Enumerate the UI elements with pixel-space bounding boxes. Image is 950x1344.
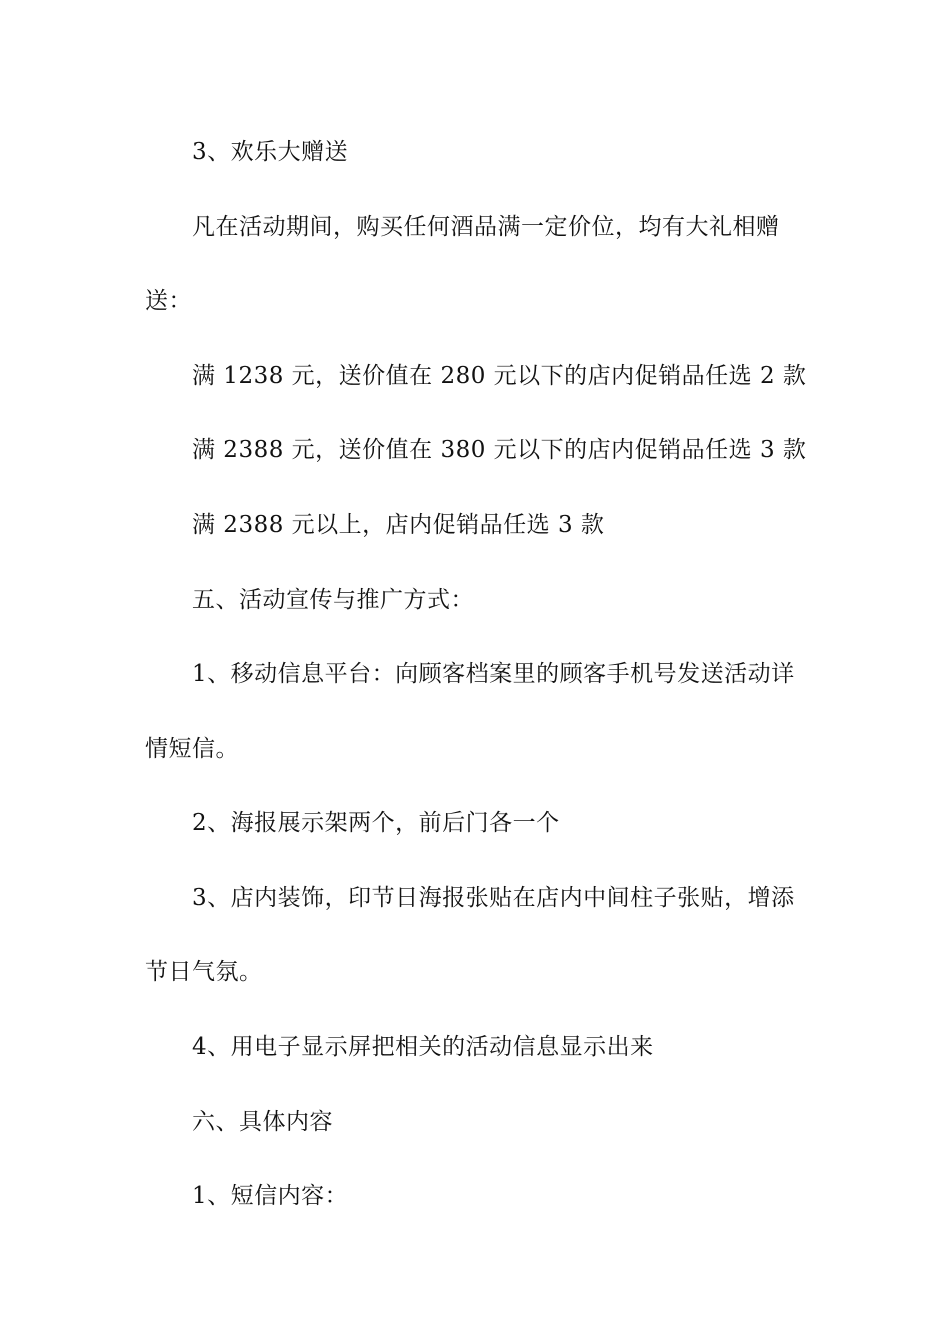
gift-tier-1: 满 1238 元，送价值在 280 元以下的店内促销品任选 2 款 xyxy=(192,363,807,389)
section-heading-promotion: 五、活动宣传与推广方式： xyxy=(192,587,474,613)
content-item-sms: 1、短信内容： xyxy=(192,1183,349,1209)
section-heading-content: 六、具体内容 xyxy=(192,1109,333,1135)
subsection-heading-gift: 3、欢乐大赠送 xyxy=(192,139,349,165)
paragraph-gift-intro: 凡在活动期间，购买任何酒品满一定价位，均有大礼相赠 xyxy=(192,214,780,240)
promotion-item-1: 1、移动信息平台：向顾客档案里的顾客手机号发送活动详 xyxy=(192,661,795,687)
gift-tier-3: 满 2388 元以上，店内促销品任选 3 款 xyxy=(192,512,605,538)
gift-tier-2: 满 2388 元，送价值在 380 元以下的店内促销品任选 3 款 xyxy=(192,437,807,463)
promotion-item-3-cont: 节日气氛。 xyxy=(145,959,263,985)
promotion-item-1-cont: 情短信。 xyxy=(145,736,239,762)
promotion-item-4: 4、用电子显示屏把相关的活动信息显示出来 xyxy=(192,1034,654,1060)
promotion-item-2: 2、海报展示架两个，前后门各一个 xyxy=(192,810,560,836)
paragraph-gift-intro-cont: 送： xyxy=(145,288,192,314)
promotion-item-3: 3、店内装饰，印节日海报张贴在店内中间柱子张贴，增添 xyxy=(192,885,795,911)
